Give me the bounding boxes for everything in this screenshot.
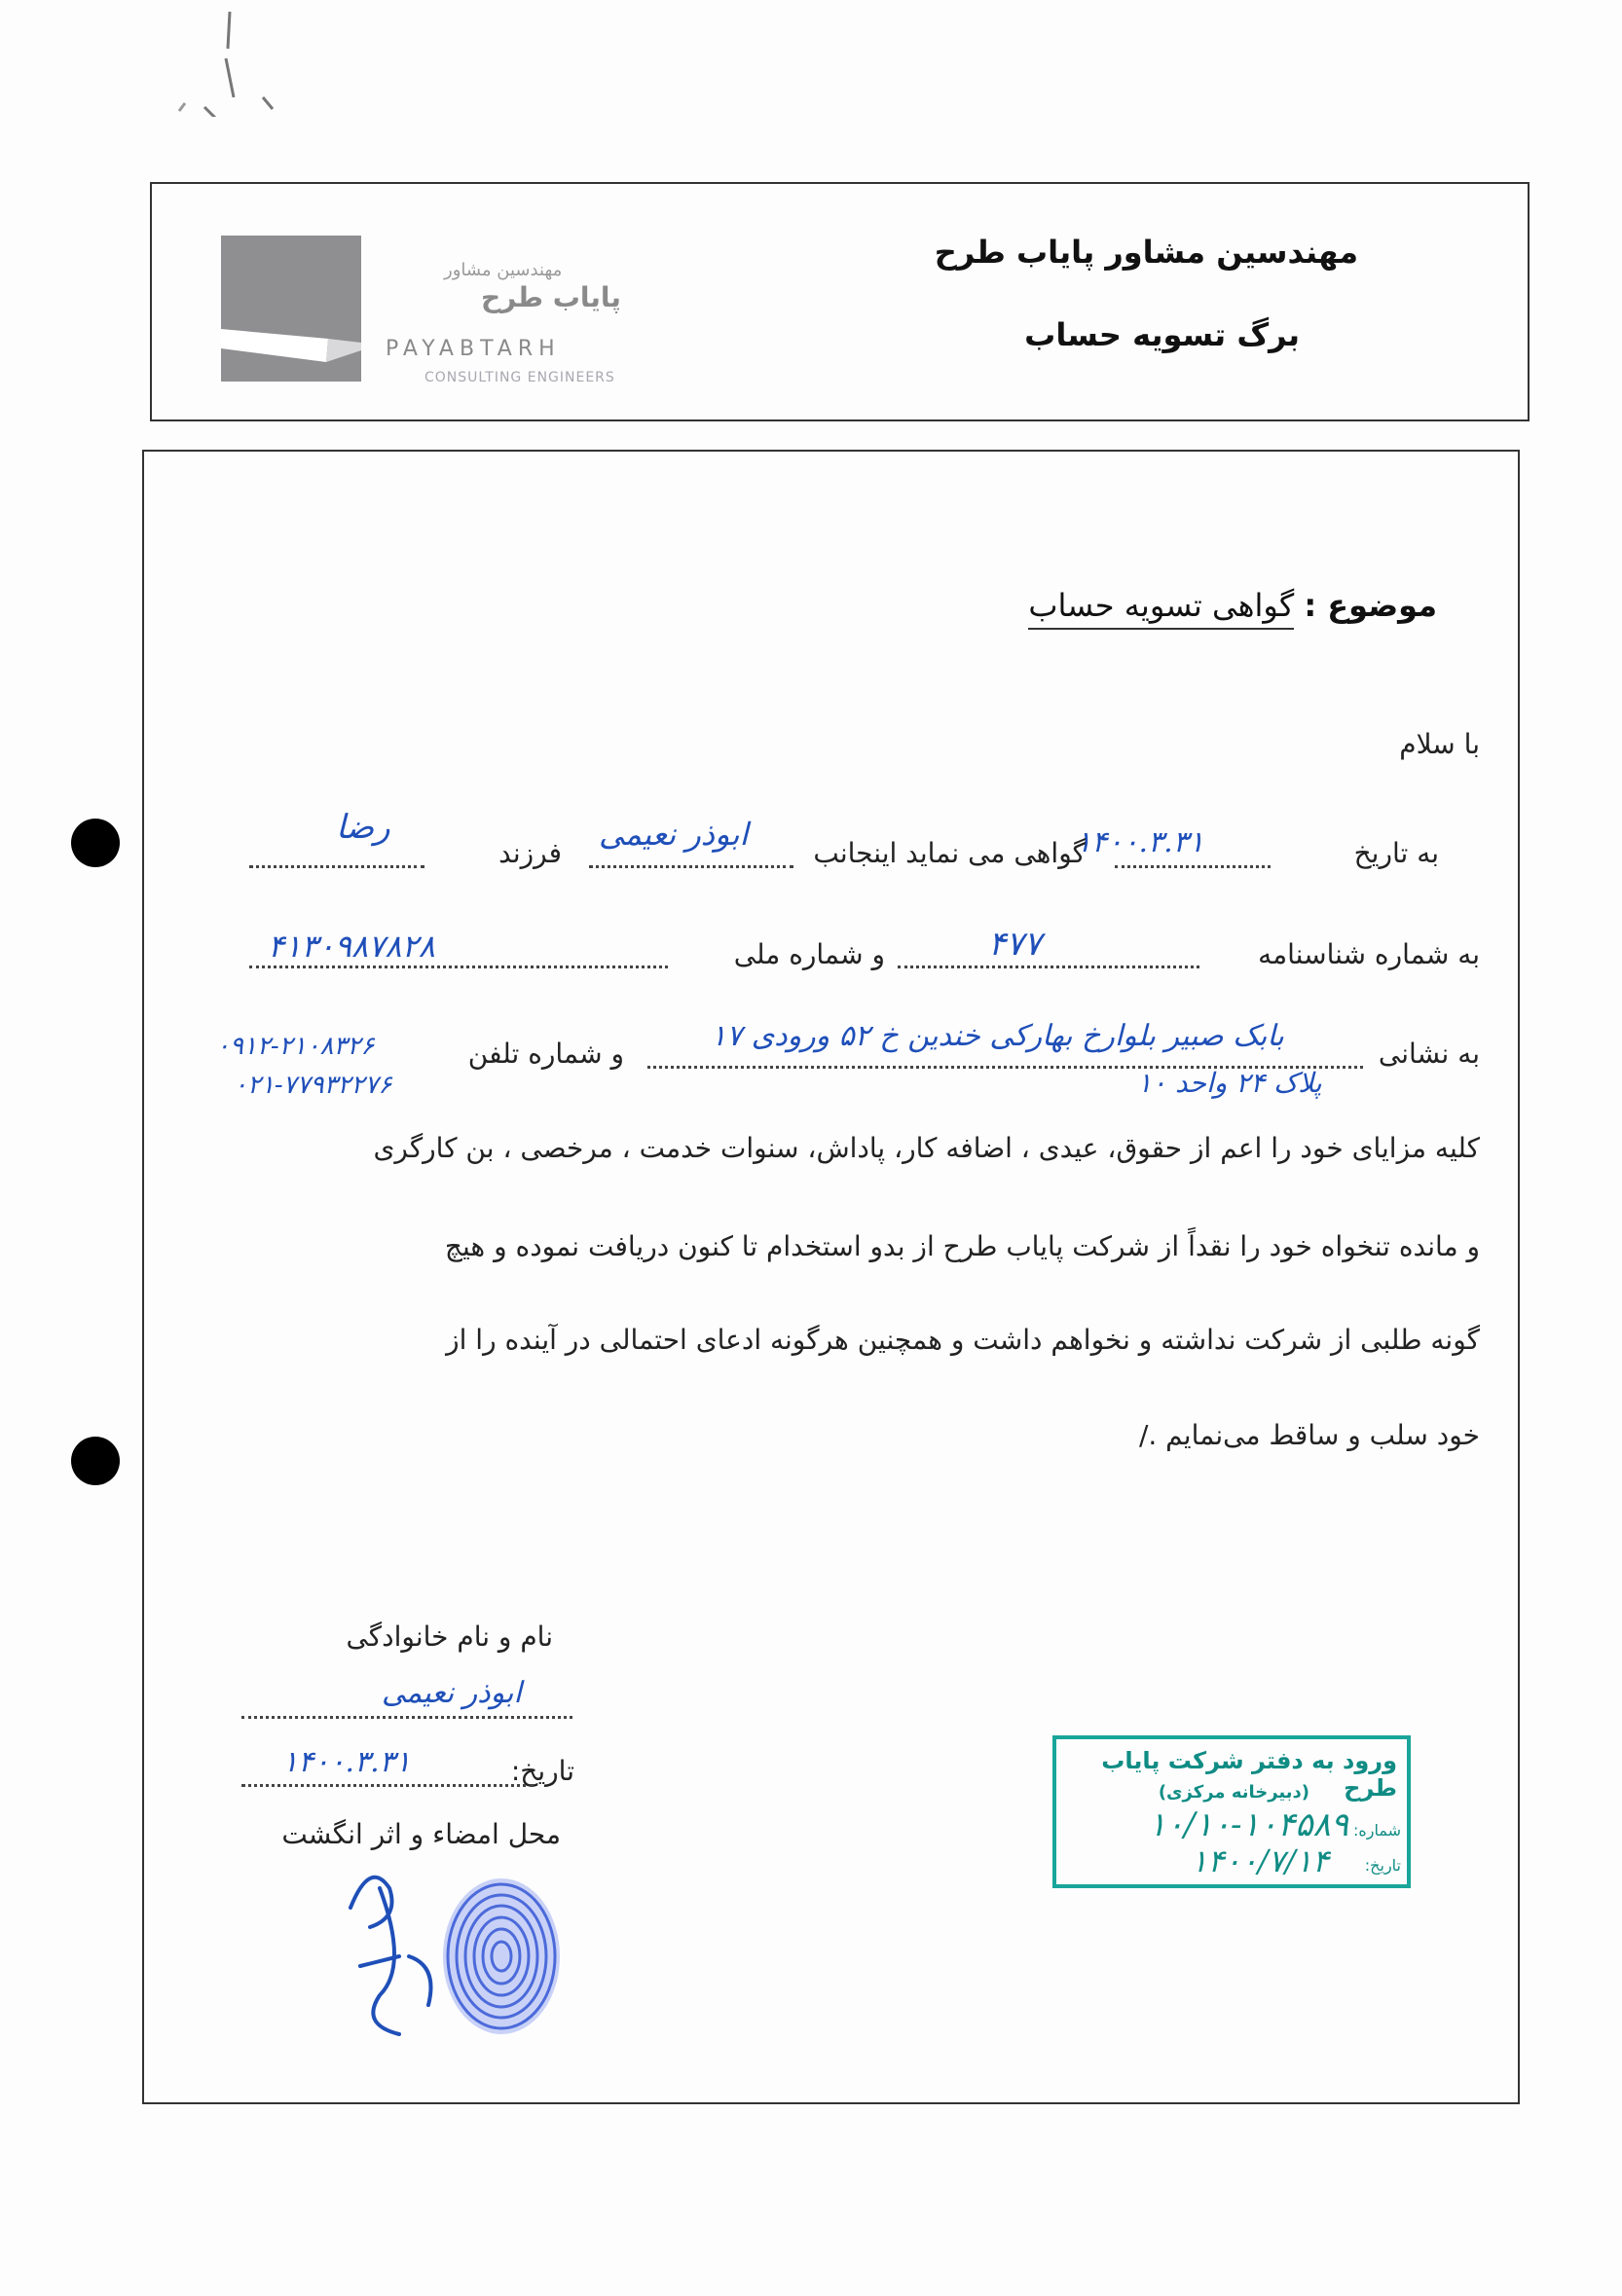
- header-box: [150, 182, 1530, 421]
- subject-value: گواهی تسویه حساب: [1028, 587, 1294, 630]
- line1-date-dots: [1115, 864, 1271, 868]
- line2-national-handwritten: ۴۱۳۰۹۸۷۸۲۸: [268, 928, 435, 965]
- scan-mark: [166, 10, 292, 117]
- line1-prefix: به تاریخ: [1353, 837, 1439, 869]
- stamp-date-label: تاریخ:: [1364, 1856, 1401, 1875]
- paragraph-line-1: کلیه مزایای خود را اعم از حقوق، عیدی ، اضافه کار، پاداش، سنوات خدمت ، مرخصی ، بن کارگری: [373, 1132, 1480, 1164]
- logo-text-fa: پایاب طرح: [481, 281, 621, 313]
- punch-hole: [71, 1437, 120, 1485]
- logo-subtitle-en: CONSULTING ENGINEERS: [424, 370, 615, 385]
- line1-name-dots: [589, 864, 793, 868]
- line2-national-dots: [249, 965, 668, 968]
- signature-scribble: [341, 1849, 448, 2044]
- logo-text-fa-small: مهندسین مشاور: [444, 260, 563, 280]
- line1-mid: گواهی می نماید اینجانب: [813, 837, 1086, 869]
- stamp-date-value: ۱۴۰۰/۷/۱۴: [1191, 1842, 1329, 1879]
- signature-place-label: محل امضاء و اثر انگشت: [281, 1818, 561, 1850]
- subject-line: [1028, 587, 1437, 624]
- company-name: مهندسین مشاور پایاب طرح: [934, 234, 1358, 271]
- paragraph-line-4: خود سلب و ساقط می‌نمایم ./: [1138, 1419, 1480, 1451]
- line3-phone-label: و شماره تلفن: [467, 1038, 624, 1070]
- line1-father-handwritten: رضا: [336, 808, 390, 847]
- paragraph-line-3: گونه طلبی از شرکت نداشته و نخواهم داشت و همچنین هرگونه ادعای احتمالی در آینده را از: [446, 1324, 1480, 1356]
- line2-national-label: و شماره ملی: [733, 938, 885, 970]
- form-title: برگ تسویه حساب: [1024, 316, 1300, 353]
- line3-address-handwritten-2: پلاک ۲۴ واحد ۱۰: [1137, 1067, 1322, 1099]
- company-logo: [221, 236, 361, 382]
- subject-label: موضوع :: [1304, 587, 1437, 624]
- line1-date-handwritten: ۱۴۰۰.۳.۳۱: [1076, 825, 1204, 859]
- stamp-title: ورود به دفتر شرکت پایاب طرح: [1101, 1747, 1397, 1802]
- signature-date-handwritten: ۱۴۰۰.۳.۳۱: [282, 1745, 411, 1779]
- paragraph-line-2: و مانده تنخواه خود را نقداً از شرکت پایاب طرح از بدو استخدام تا کنون دریافت نموده و هیچ: [444, 1230, 1480, 1262]
- signature-date-dots: [241, 1783, 534, 1787]
- line3-address-label: به نشانی: [1378, 1038, 1480, 1070]
- line3-address-handwritten: بابک صبیر بلوارخ بهارکی خندین خ ۵۲ ورودی ۱۷: [711, 1019, 1284, 1053]
- punch-hole: [71, 819, 120, 867]
- line2-id-handwritten: ۴۷۷: [988, 925, 1042, 964]
- line2-id-label: به شماره شناسنامه: [1258, 938, 1480, 970]
- line3-phone-handwritten-2: ۰۲۱-۷۷۹۳۲۲۷۶: [234, 1071, 392, 1100]
- fingerprint-image: [438, 1874, 565, 2039]
- stamp-number-value: ۱۰/۱۰-۱۰۴۵۸۹: [1148, 1805, 1348, 1844]
- line2-id-dots: [898, 965, 1199, 968]
- line1-father-dots: [249, 864, 424, 868]
- signature-date-label: تاریخ:: [510, 1755, 574, 1787]
- line1-name-handwritten: ابوذر نعیمی: [599, 816, 749, 853]
- signature-name-label: نام و نام خانوادگی: [346, 1621, 553, 1653]
- line3-phone-handwritten-1: ۰۹۱۲-۲۱۰۸۳۲۶: [216, 1032, 375, 1061]
- signature-name-dots: [241, 1715, 572, 1719]
- line1-child-label: فرزند: [498, 837, 562, 869]
- stamp-number-label: شماره:: [1352, 1821, 1401, 1840]
- stamp-subtitle: (دبیرخانه مرکزی): [1158, 1782, 1309, 1803]
- logo-text-en: PAYABTARH: [386, 337, 561, 361]
- greeting: با سلام: [1399, 728, 1480, 760]
- registry-stamp: [1052, 1735, 1411, 1888]
- signature-name-handwritten: ابوذر نعیمی: [382, 1676, 522, 1710]
